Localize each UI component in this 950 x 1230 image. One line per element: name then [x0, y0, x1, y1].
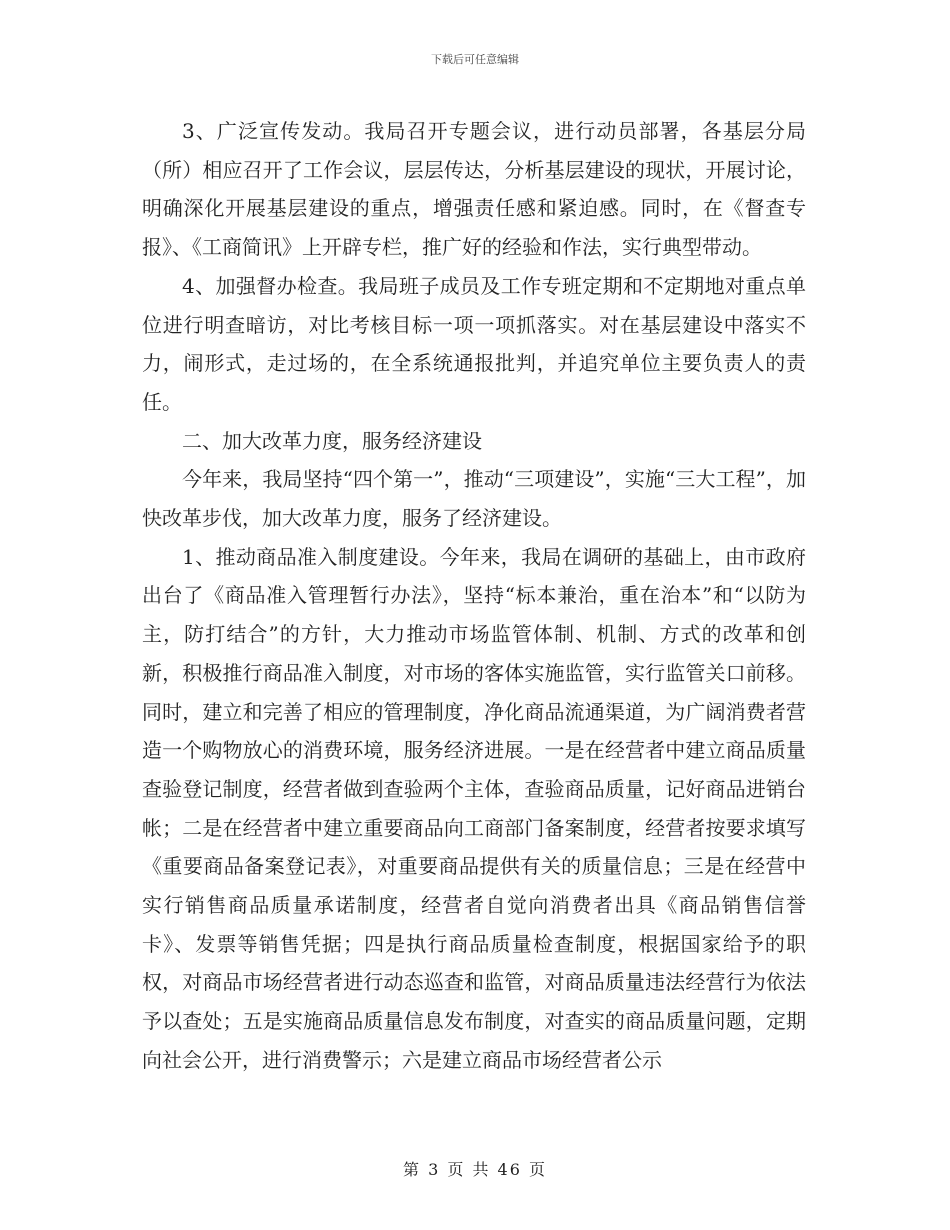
paragraph-reform-intro: 今年来，我局坚持“四个第一”，推动“三项建设”，实施“三大工程”，加快改革步伐，加大改革力度，服务了经济建设。 [142, 467, 806, 531]
section-heading-reform: 二、加大改革力度，服务经济建设 [182, 428, 482, 453]
page-footer: 第 3 页 共 46 页 [403, 1160, 547, 1179]
document-body [142, 112, 806, 1080]
paragraph-publicity: 3、广泛宣传发动。我局召开专题会议，进行动员部署，各基层分局（所）相应召开了工作会议，层层传达，分析基层建设的现状，开展讨论，明确深化开展基层建设的重点，增强责任感和紧迫感。同时，在《督查专报》、《工商简讯》上开辟专栏，推广好的经验和作法，实行典型带动。 [142, 119, 806, 260]
paragraph-market-access: 1、推动商品准入制度建设。今年来，我局在调研的基础上，由市政府出台了《商品准入管理暂行办法》，坚持“标本兼治，重在治本”和“以防为主，防打结合”的方针，大力推动市场监管体制、机制、方式的改革和创新，积极推行商品准入制度，对市场的客体实施监管，实行监管关口前移。同时，建立和完善了相应的管理制度，净化商品流通渠道，为广阔消费者营造一个购物放心的消费环境，服务经济进展。一是在经营者中建立商品质量查验登记制度，经营者做到查验两个主体，查验商品质量，记好商品进销台帐；二是在经营者中建立重要商品向工商部门备案制度，经营者按要求填写《重要商品备案登记表》，对重要商品提供有关的质量信息；三是在经营中实行销售商品质量承诺制度，经营者自觉向消费者出具《商品销售信誉卡》、发票等销售凭据；四是执行商品质量检查制度，根据国家给予的职权，对商品市场经营者进行动态巡查和监管，对商品质量违法经营行为依法予以查处；五是实施商品质量信息发布制度，对查实的商品质量问题，定期向社会公开，进行消费警示；六是建立商品市场经营者公示 [142, 544, 806, 1072]
paragraph-supervision: 4、加强督办检查。我局班子成员及工作专班定期和不定期地对重点单位进行明查暗访，对比考核目标一项一项抓落实。对在基层建设中落实不力，闹形式，走过场的，在全系统通报批判，并追究单位主要负责人的责任。 [142, 273, 806, 414]
page-header: 下载后可任意编辑 [431, 53, 519, 66]
